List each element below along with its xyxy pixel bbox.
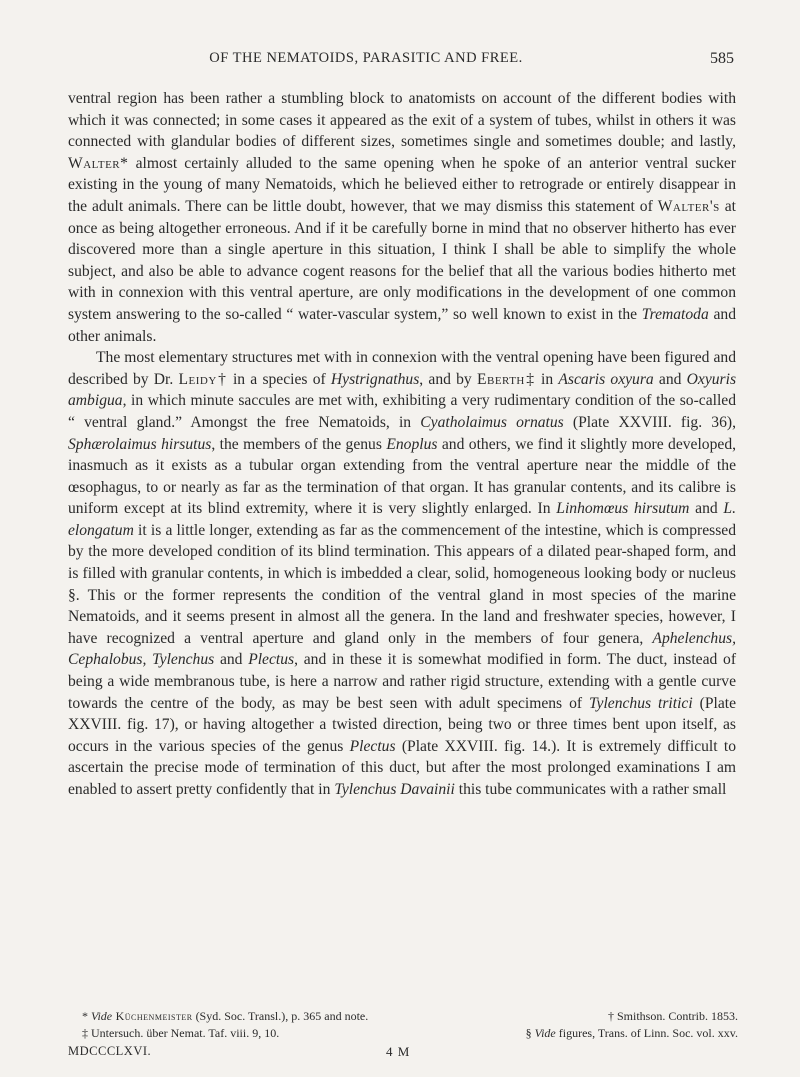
text-run: (Plate XXVIII. fig. 17), or having altogether a twisted direction, being two or three times bent upon itself, as occurs in the various species of the genus <box>68 694 737 755</box>
volume-year: MDCCCLXVI. <box>68 1044 152 1058</box>
page-header <box>68 50 734 72</box>
taxon-name: Aphelenchus, Cephalobus, Tylenchus <box>68 629 736 669</box>
text-run: (Plate XXVIII. fig. 36), <box>563 413 736 431</box>
taxon-name: Trematoda <box>641 305 709 323</box>
author-name: Walter* <box>68 154 129 172</box>
footnote-author: Küchenmeister <box>112 1009 193 1023</box>
text-run: , in which minute saccules are met with, exhibiting a very rudimentary condition of the so-called “ ventral gland.” Amongst the free Nematoids, in <box>68 392 736 431</box>
author-name: Eberth‡ <box>476 370 536 388</box>
taxon-name: Oxyuris ambigua <box>68 370 737 410</box>
footnote-marker: * <box>82 1009 91 1023</box>
text-run: , the members of the genus <box>211 435 387 453</box>
footnote-4 <box>526 1025 738 1042</box>
footnote-2: † Smithson. Contrib. 1853. <box>607 1009 738 1023</box>
footnote-3: ‡ Untersuch. über Nemat. Taf. viii. 9, 10. <box>82 1025 280 1040</box>
taxon-name: Ascaris oxyura <box>558 370 654 388</box>
page-footer <box>68 1044 736 1062</box>
body-text <box>68 88 736 801</box>
taxon-name: Plectus <box>248 651 295 669</box>
taxon-name: Sphærolaimus hirsutus <box>68 435 212 453</box>
paragraph-1 <box>68 88 736 347</box>
text-run: almost certainly alluded to the same opening when he spoke of an anterior ventral sucker existing in the young of many Nematoids, which he believed either to retrograde or entirely disappear in the adult animals. There can be little doubt, however, that we may dismiss this statement of <box>68 154 736 215</box>
taxon-name: Linhomœus hirsutum <box>556 500 690 518</box>
paragraph-2 <box>68 347 736 800</box>
footnote-text: figures, Trans. of Linn. Soc. vol. xxv. <box>555 1025 738 1040</box>
footnote-row <box>82 1008 738 1025</box>
running-head: OF THE NEMATOIDS, PARASITIC AND FREE. <box>209 50 523 66</box>
footnote-vide: Vide <box>91 1009 113 1023</box>
text-run: in a species of <box>227 370 331 388</box>
text-run: ventral region has been rather a stumbling block to anatomists on account of the different bodies with which it was connected; in some cases it appeared as the exit of a system of tubes, whilst in others it was connected with glandular bodies of different sizes, sometimes single and sometimes double; and lastly, <box>68 90 736 151</box>
text-run: in <box>535 370 559 388</box>
text-run: The most elementary structures met with in connexion with the ventral opening have been figured and described by Dr. <box>68 349 736 388</box>
text-run: , and in these it is somewhat modified in form. The duct, instead of being a wide membranous tube, is here a narrow and rather rigid structure, extending with a gentle curve towards the centre of the body, as may be best seen with adult specimens of <box>68 651 737 712</box>
taxon-name: Cyatholaimus ornatus <box>420 413 564 431</box>
taxon-name: Plectus <box>349 737 396 755</box>
taxon-name: Hystrignathus <box>330 370 420 388</box>
footnotes <box>82 1008 738 1041</box>
taxon-name: Tylenchus Davainii <box>334 781 455 798</box>
footnote-text: (Syd. Soc. Transl.), p. 365 and note. <box>192 1009 369 1023</box>
taxon-name: L. elongatum <box>68 500 736 539</box>
author-name: Walter's <box>657 197 720 215</box>
author-name: Leidy† <box>178 370 228 388</box>
signature-mark: 4 M <box>386 1044 411 1059</box>
text-run: and others, we find it slightly more developed, inasmuch as it exists as a tubular organ extending from the ventral aperture near the middle of the œsophagus, to or nearly as far as the termination of that organ. It has granular contents, and its calibre is uniform except at its blind extremity, where it is very slightly enlarged. In <box>68 435 737 518</box>
footnote-1 <box>82 1008 368 1025</box>
footnote-row <box>82 1025 738 1042</box>
text-run: , and by <box>419 370 477 388</box>
text-run: at once as being altogether erroneous. And if it be carefully borne in mind that no observer hitherto has ever discovered more than a single aperture in this situation, I think I shall be able to simplify the whole subject, and also be able to advance cogent reasons for the belief that all the various bodies hitherto met with in connexion with this ventral aperture, are only modifications in the development of one common system answering to the so-called “ water-vascular system,” so well known to exist in the <box>68 197 737 323</box>
text-run: it is a little longer, extending as far as the commencement of the intestine, which is compressed by the more developed condition of its blind termination. This appears of a dilated pear-shaped form, and is filled with granular contents, in which is imbedded a clear, solid, homogeneous looking body or nucleus §. This or the former represents the condition of the ventral gland in most species of the marine Nematoids, and it seems present in almost all the genera. In the land and freshwater species, however, I have recognized a ventral aperture and gland only in the members of four genera, <box>68 521 736 647</box>
footnote-vide: Vide <box>534 1025 556 1040</box>
text-run: (Plate XXVIII. fig. 14.). It is extremely difficult to ascertain the precise mode of termination of this duct, but after the most prolonged examinations I am enabled to assert pretty confidently that in <box>68 737 737 798</box>
text-run: and <box>214 651 249 669</box>
page-number: 585 <box>710 50 734 67</box>
footnote-marker: § <box>525 1025 535 1040</box>
text-run: this tube communicates with a rather small <box>454 781 727 798</box>
taxon-name: Tylenchus tritici <box>589 694 693 712</box>
text-run: and <box>653 370 687 388</box>
text-run: and <box>689 500 724 518</box>
text-run: and other animals. <box>68 305 736 345</box>
taxon-name: Enoplus <box>386 435 438 453</box>
